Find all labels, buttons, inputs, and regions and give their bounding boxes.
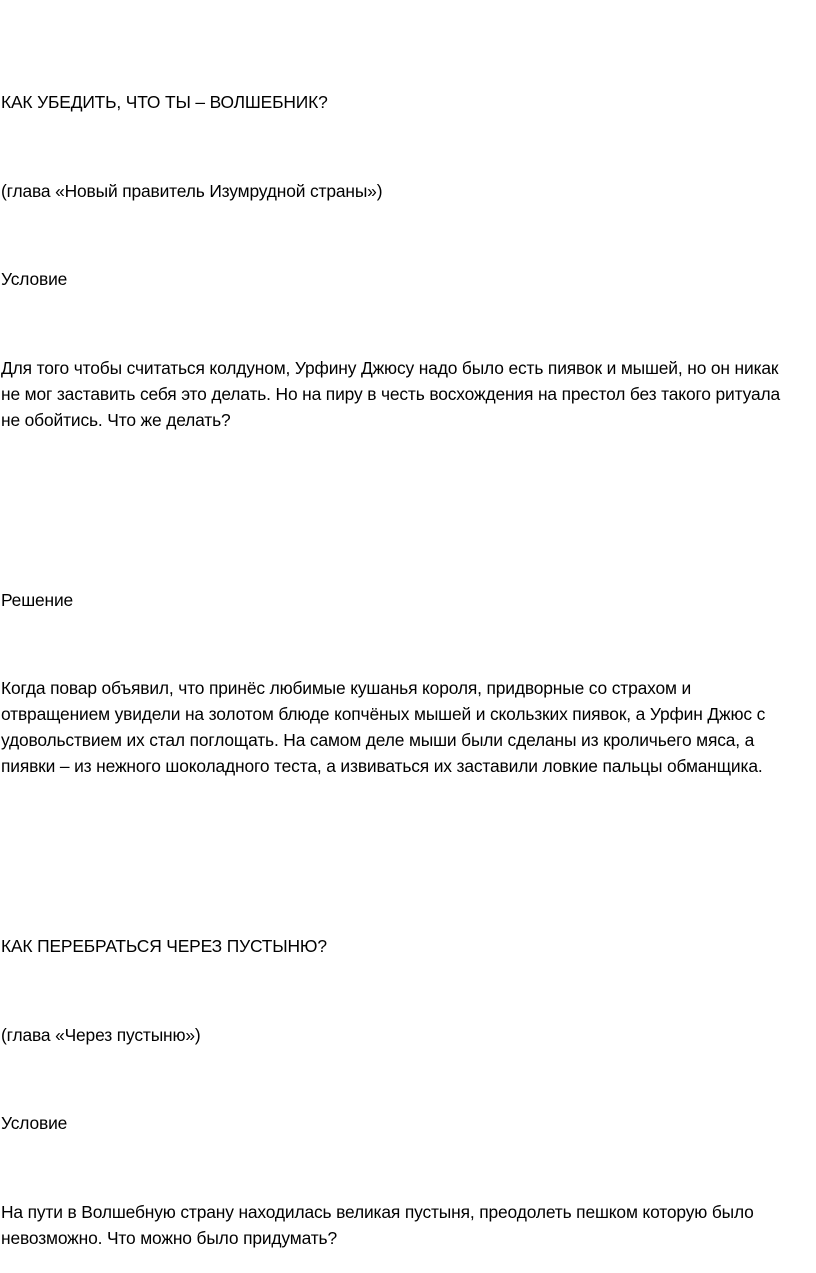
section1-condition-paragraph xyxy=(1,355,813,433)
paragraph-line: удовольствием их стал поглощать. На самом деле мыши были сделаны из кроличьего мяса, а xyxy=(1,730,755,750)
section1-title: КАК УБЕДИТЬ, ЧТО ТЫ – ВОЛШЕБНИК? xyxy=(1,92,328,112)
paragraph-line: невозможно. Что можно было придумать? xyxy=(1,1228,337,1248)
paragraph-line: Для того чтобы считаться колдуном, Урфину Джюсу надо было есть пиявок и мышей, но он никак xyxy=(1,358,779,378)
section1-solution-heading: Решение xyxy=(1,590,74,610)
section2-condition-paragraph xyxy=(1,1199,813,1251)
section1-condition-heading: Условие xyxy=(1,269,68,289)
paragraph-line: пиявки – из нежного шоколадного теста, а извиваться их заставили ловкие пальцы обманщика. xyxy=(1,756,763,776)
section2-title: КАК ПЕРЕБРАТЬСЯ ЧЕРЕЗ ПУСТЫНЮ? xyxy=(1,936,327,956)
paragraph-line: отвращением увидели на золотом блюде копчёных мышей и скользких пиявок, а Урфин Джюс с xyxy=(1,704,766,724)
section1-chapter: (глава «Новый правитель Изумрудной страны») xyxy=(1,181,383,201)
section2-condition-heading: Условие xyxy=(1,1113,68,1133)
paragraph-line: не обойтись. Что же делать? xyxy=(1,410,231,430)
paragraph-line: не мог заставить себя это делать. Но на пиру в честь восхождения на престол без такого ритуала xyxy=(1,384,780,404)
paragraph-line: Когда повар объявил, что принёс любимые кушанья короля, придворные со страхом и xyxy=(1,678,692,698)
paragraph-line: На пути в Волшебную страну находилась великая пустыня, преодолеть пешком которую было xyxy=(1,1202,754,1222)
section2-chapter: (глава «Через пустыню») xyxy=(1,1025,201,1045)
section1-solution-paragraph xyxy=(1,675,813,779)
